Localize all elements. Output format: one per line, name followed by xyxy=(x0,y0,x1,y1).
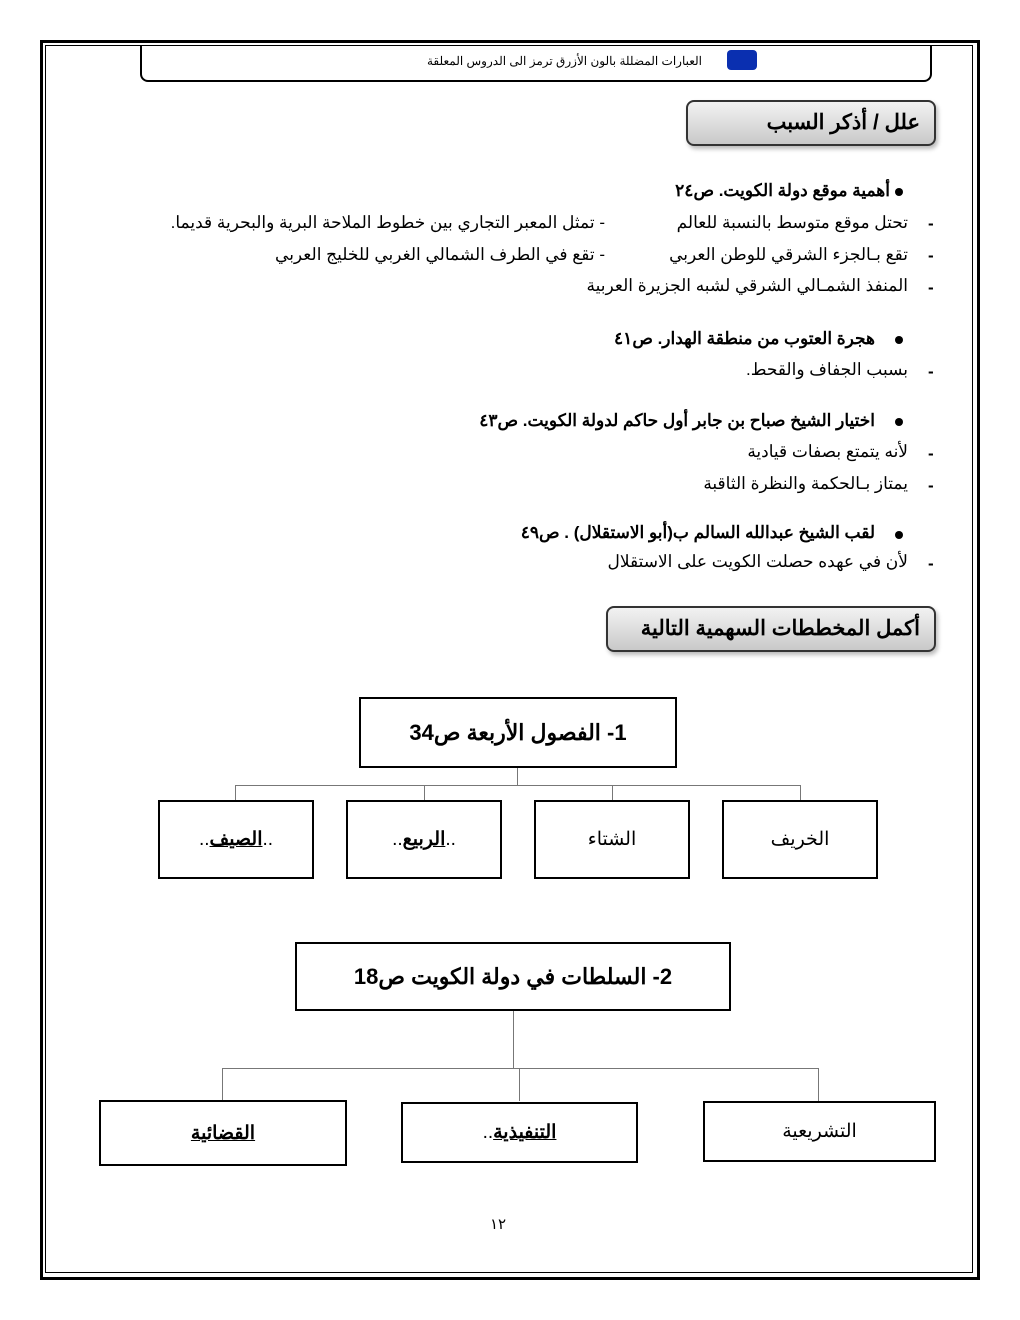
diagram1-root: 1- الفصول الأربعة ص34 xyxy=(359,697,677,768)
question: هجرة العتوب من منطقة الهدار. ص٤١ xyxy=(614,329,875,348)
blank-dots: .. xyxy=(392,828,403,850)
blank-dots: .. xyxy=(198,828,210,850)
answer: لأنه يتمتع بصفات قيادية xyxy=(747,442,908,461)
diagram1-node-summer xyxy=(158,800,314,879)
blue-swatch-icon xyxy=(727,50,757,70)
answer-text: الصيف xyxy=(209,829,263,850)
dash-icon: - xyxy=(928,214,934,233)
dash-icon: - xyxy=(928,278,934,297)
diagram2-node-executive xyxy=(401,1102,638,1163)
dash-icon: - xyxy=(928,246,934,265)
diagram1-node-spring xyxy=(346,800,502,879)
connector xyxy=(818,1068,819,1101)
dash-icon: - xyxy=(928,444,934,463)
section-title-diagrams: أكمل المخططات السهمية التالية xyxy=(606,606,936,652)
connector xyxy=(235,785,236,801)
legend-box xyxy=(140,46,932,82)
answer: تقع بـالجزء الشرقي للوطن العربي xyxy=(669,245,908,264)
diagram2-node-legislative: التشريعية xyxy=(703,1101,936,1162)
connector xyxy=(612,785,613,801)
answer-text: التنفيذية xyxy=(493,1122,557,1143)
answer: - تقع في الطرف الشمالي الغربي للخليج العربي xyxy=(275,245,605,264)
bullet-icon xyxy=(895,188,903,196)
connector xyxy=(519,1068,520,1101)
diagram1-node-autumn: الخريف xyxy=(722,800,878,879)
answer: لأن في عهده حصلت الكويت على الاستقلال xyxy=(607,552,908,571)
legend-text: العبارات المضللة بالون الأزرق ترمز الى الدروس المعلقة xyxy=(427,54,702,68)
page-number: ١٢ xyxy=(490,1216,507,1233)
answer: يمتاز بـالحكمة والنظرة الثاقبة xyxy=(703,474,908,493)
connector xyxy=(424,785,425,801)
dash-icon: - xyxy=(928,554,934,573)
dash-icon: - xyxy=(928,476,934,495)
bullet-icon xyxy=(895,336,903,344)
connector xyxy=(222,1068,819,1069)
answer: تحتل موقع متوسط بالنسبة للعالم xyxy=(676,213,908,232)
blank-dots: .. xyxy=(482,1121,494,1143)
connector xyxy=(222,1068,223,1101)
answer: بسبب الجفاف والقحط. xyxy=(746,360,908,379)
section-title-reasons: علل / أذكر السبب xyxy=(686,100,936,146)
diagram2-node-judicial xyxy=(99,1100,347,1166)
answer-text: الربيع xyxy=(402,829,446,850)
connector xyxy=(513,1011,514,1069)
question: لقب الشيخ عبدالله السالم ب(أبو الاستقلال) . ص٤٩ xyxy=(520,523,875,542)
question: اختيار الشيخ صباح بن جابر أول حاكم لدولة الكويت. ص٤٣ xyxy=(479,411,875,430)
connector xyxy=(235,785,801,786)
blank-dots: .. xyxy=(262,828,274,850)
bullet-icon xyxy=(895,531,903,539)
diagram1-node-winter: الشتاء xyxy=(534,800,690,879)
answer: المنفذ الشمـالي الشرقي لشبه الجزيرة العربية xyxy=(586,276,908,295)
blank-dots: .. xyxy=(445,828,456,850)
connector xyxy=(800,785,801,801)
answer-text: القضائية xyxy=(190,1122,256,1144)
diagram2-root: 2- السلطات في دولة الكويت ص18 xyxy=(295,942,731,1011)
bullet-icon xyxy=(895,418,903,426)
dash-icon: - xyxy=(928,362,934,381)
answer: - تمثل المعبر التجاري بين خطوط الملاحة البرية والبحرية قديما. xyxy=(170,213,605,232)
question: أهمية موقع دولة الكويت. ص٢٤ xyxy=(675,181,890,200)
connector xyxy=(517,768,518,786)
